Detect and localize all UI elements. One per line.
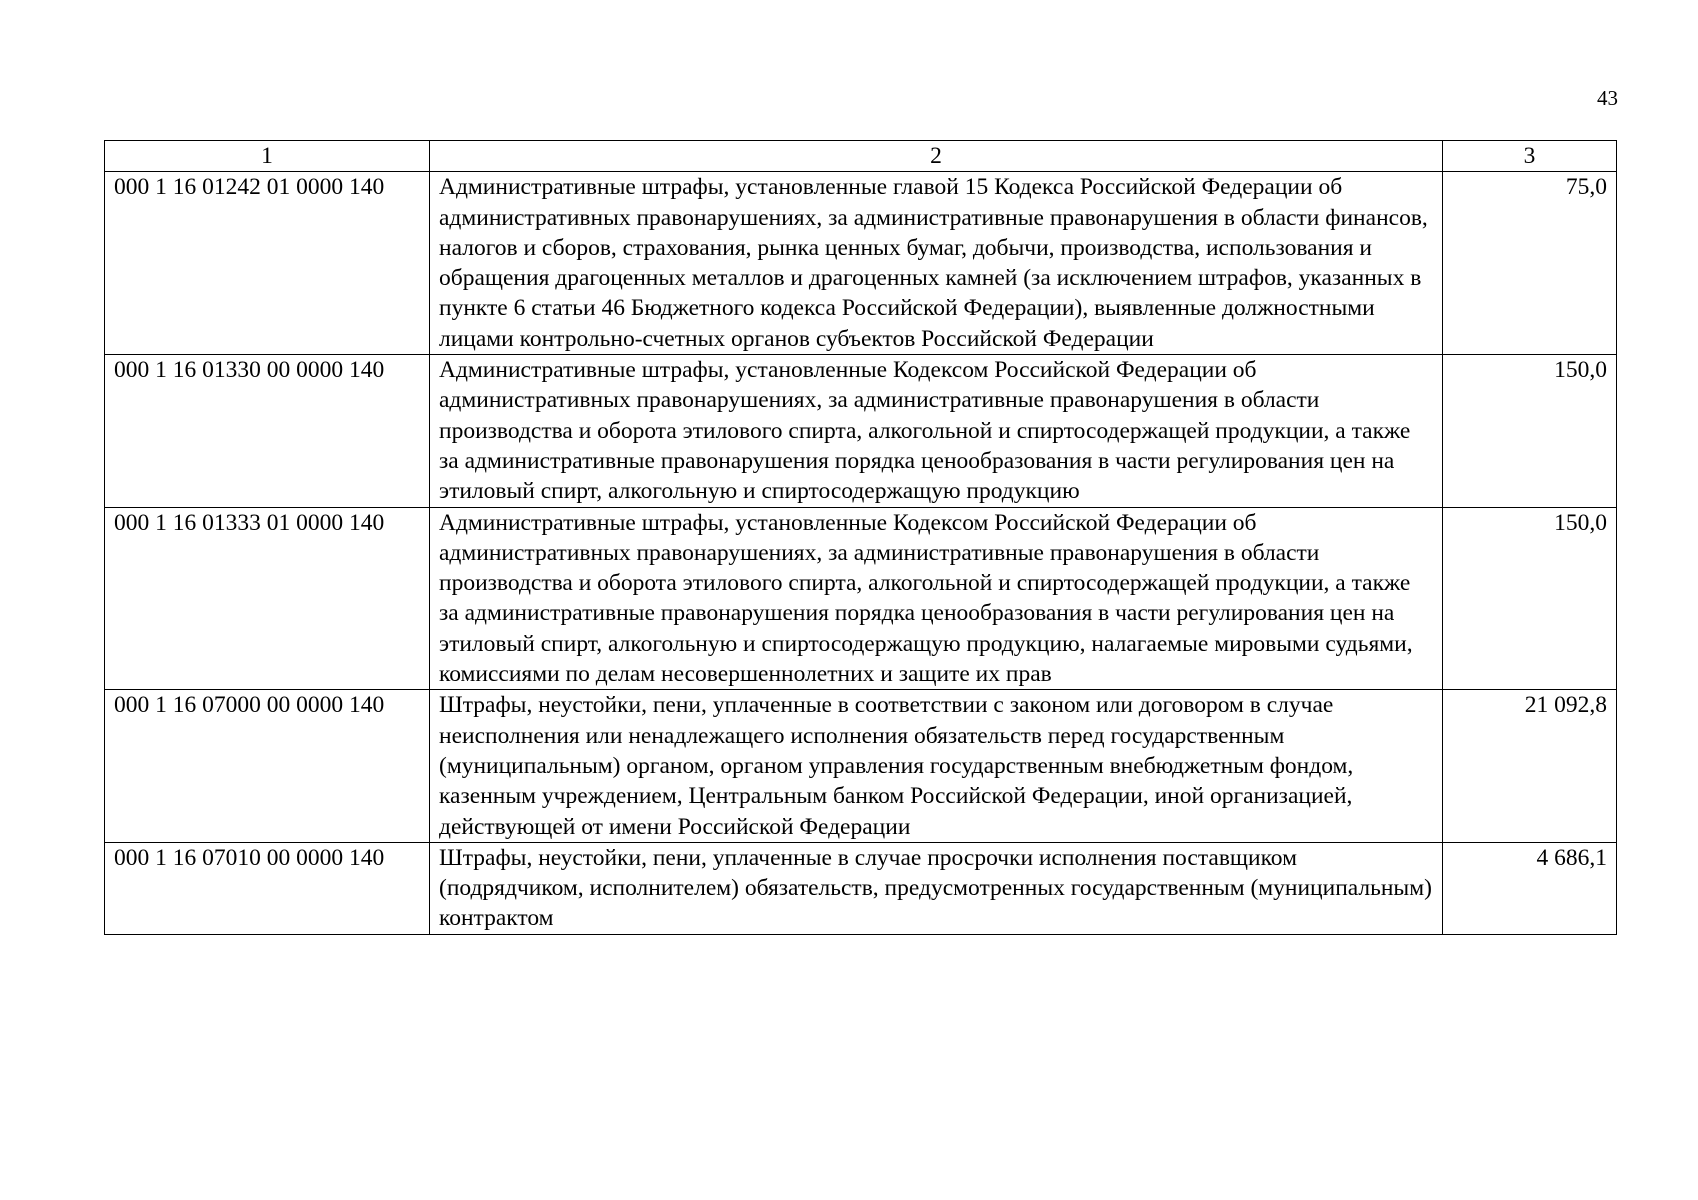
table-row (105, 355, 1617, 507)
row-amount: 75,0 (1443, 172, 1617, 355)
row-description: Штрафы, неустойки, пени, уплаченные в соответствии с законом или договором в случае неисполнения или ненадлежащего исполнения обязательств перед государственным (муниципальным) органом, органом управления государственным внебюджетным фондом, казенным учреждением, Центральным банком Российской Федерации, иной организацией, действующей от имени Российской Федерации (430, 690, 1443, 842)
row-description: Административные штрафы, установленные Кодексом Российской Федерации об административных правонарушениях, за административные правонарушения в области производства и оборота этилового спирта, алкогольной и спиртосодержащей продукции, а также за административные правонарушения порядка ценообразования в части регулирования цен на этиловый спирт, алкогольную и спиртосодержащую продукцию, налагаемые мировыми судьями, комиссиями по делам несовершеннолетних и защите их прав (430, 507, 1443, 690)
column-header-2: 2 (430, 141, 1443, 172)
budget-code: 000 1 16 01330 00 0000 140 (105, 355, 430, 507)
table-body (105, 172, 1617, 934)
table-header (105, 141, 1617, 172)
budget-table (104, 140, 1617, 935)
budget-code: 000 1 16 01333 01 0000 140 (105, 507, 430, 690)
header-row (105, 141, 1617, 172)
table-row (105, 842, 1617, 934)
budget-code: 000 1 16 07000 00 0000 140 (105, 690, 430, 842)
budget-code: 000 1 16 07010 00 0000 140 (105, 842, 430, 934)
budget-code: 000 1 16 01242 01 0000 140 (105, 172, 430, 355)
row-description: Административные штрафы, установленные главой 15 Кодекса Российской Федерации об административных правонарушениях, за административные правонарушения в области финансов, налогов и сборов, страхования, рынка ценных бумаг, добычи, производства, использования и обращения драгоценных металлов и драгоценных камней (за исключением штрафов, указанных в пункте 6 статьи 46 Бюджетного кодекса Российской Федерации), выявленные должностными лицами контрольно-счетных органов субъектов Российской Федерации (430, 172, 1443, 355)
table-row (105, 172, 1617, 355)
row-description: Штрафы, неустойки, пени, уплаченные в случае просрочки исполнения поставщиком (подрядчиком, исполнителем) обязательств, предусмотренных государственным (муниципальным) контрактом (430, 842, 1443, 934)
column-header-3: 3 (1443, 141, 1617, 172)
row-description: Административные штрафы, установленные Кодексом Российской Федерации об административных правонарушениях, за административные правонарушения в области производства и оборота этилового спирта, алкогольной и спиртосодержащей продукции, а также за административные правонарушения порядка ценообразования в части регулирования цен на этиловый спирт, алкогольную и спиртосодержащую продукцию (430, 355, 1443, 507)
row-amount: 21 092,8 (1443, 690, 1617, 842)
page-number: 43 (1597, 86, 1618, 110)
row-amount: 4 686,1 (1443, 842, 1617, 934)
table-row (105, 690, 1617, 842)
table-row (105, 507, 1617, 690)
row-amount: 150,0 (1443, 507, 1617, 690)
row-amount: 150,0 (1443, 355, 1617, 507)
column-header-1: 1 (105, 141, 430, 172)
